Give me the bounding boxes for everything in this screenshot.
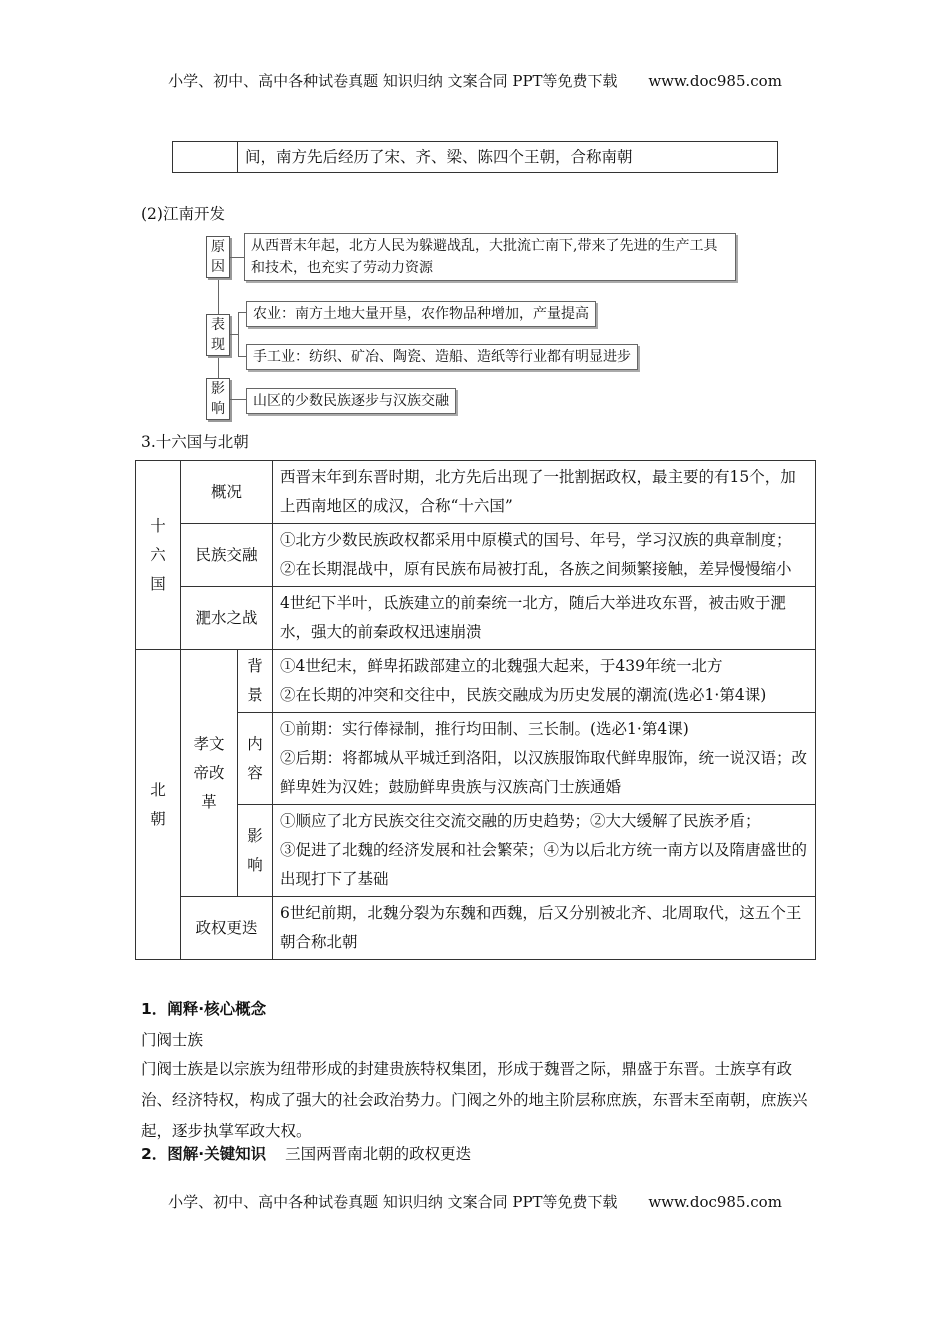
footer-url[interactable]: www.doc985.com — [648, 1193, 782, 1211]
page-header — [0, 70, 950, 91]
reform-impact-text-1: ①顺应了北方民族交往交流交融的历史趋势；②大大缓解了民族矛盾； — [280, 812, 761, 830]
sixteen-kingdoms-label: 十六国 — [136, 461, 181, 650]
concept-paragraph: 门阀士族是以宗族为纽带形成的封建贵族特权集团，形成于魏晋之际，鼎盛于东晋。士族享有政治、经济特权，构成了强大的社会政治势力。门阀之外的地主阶层称庶族，东晋末至南朝，庶族兴起，逐步执掌军政大权。 — [141, 1060, 808, 1140]
content-text-2: ②后期：将都城从平城迁到洛阳，以汉族服饰取代鲜卑服饰，统一说汉语；改鲜卑姓为汉姓；鼓励鲜卑贵族与汉族高门士族通婚 — [280, 749, 808, 796]
xiaowen-reform-label: 孝文帝改革 — [181, 650, 238, 897]
diagram-subtitle: 三国两晋南北朝的政权更迭 — [285, 1145, 472, 1163]
overview-label: 概况 — [181, 461, 273, 524]
header-text: 小学、初中、高中各种试卷真题 知识归纳 文案合同 PPT等免费下载 — [168, 72, 618, 90]
feishui-text: 4世纪下半叶，氐族建立的前秦统一北方，随后大举进攻东晋，被击败于淝水，强大的前秦政权迅速崩溃 — [273, 587, 816, 650]
handicraft-box: 手工业：纺织、矿冶、陶瓷、造船、造纸等行业都有明显进步 — [246, 344, 638, 370]
connector-line — [238, 356, 246, 357]
section3-title: 3.十六国与北朝 — [141, 433, 249, 451]
background-text-1: ①4世纪末，鲜卑拓跋部建立的北魏强大起来，于439年统一北方 — [280, 657, 723, 675]
content-label: 内容 — [238, 713, 273, 805]
connector-line — [218, 352, 219, 380]
perform-label: 表现 — [206, 314, 230, 356]
connector-line — [230, 257, 244, 258]
overview-text: 西晋末年到东晋时期，北方先后出现了一批割据政权，最主要的有15个，加上西南地区的成汉，合称“十六国” — [273, 461, 816, 524]
reason-label: 原因 — [206, 236, 230, 278]
diagram-heading: 2．图解·关键知识 — [141, 1145, 267, 1163]
regime-change-label: 政权更迭 — [181, 897, 273, 960]
background-label: 背景 — [238, 650, 273, 713]
background-text-2: ②在长期的冲突和交往中，民族交融成为历史发展的潮流(选必1·第4课) — [280, 686, 767, 704]
agriculture-box: 农业：南方土地大量开垦，农作物品种增加，产量提高 — [246, 301, 596, 327]
content-text-1: ①前期：实行俸禄制，推行均田制、三长制。(选必1·第4课) — [280, 720, 689, 738]
impact-label: 影响 — [206, 378, 230, 420]
connector-line — [218, 276, 219, 316]
empty-cell — [173, 142, 238, 173]
concept-term: 门阀士族 — [141, 1031, 204, 1049]
continued-table — [172, 141, 778, 173]
connector-line — [238, 312, 239, 356]
header-url[interactable]: www.doc985.com — [648, 72, 782, 90]
footer-text: 小学、初中、高中各种试卷真题 知识归纳 文案合同 PPT等免费下载 — [168, 1193, 618, 1211]
ethnic-fusion-text-1: ①北方少数民族政权都采用中原模式的国号、年号，学习汉族的典章制度； — [280, 531, 792, 549]
sixteen-north-table — [135, 460, 816, 960]
southern-dynasties-cell: 间，南方先后经历了宋、齐、梁、陈四个王朝，合称南朝 — [238, 142, 778, 173]
concept-heading: 1．阐释·核心概念 — [141, 1000, 267, 1018]
diagram-heading-line — [141, 1139, 813, 1170]
jiangnan-title: (2)江南开发 — [141, 205, 225, 223]
connector-line — [230, 334, 238, 335]
connector-line — [238, 312, 246, 313]
reform-impact-label: 影响 — [238, 805, 273, 897]
regime-change-text: 6世纪前期，北魏分裂为东魏和西魏，后又分别被北齐、北周取代，这五个王朝合称北朝 — [273, 897, 816, 960]
reform-impact-text-2: ③促进了北魏的经济发展和社会繁荣；④为以后北方统一南方以及隋唐盛世的出现打下了基础 — [280, 841, 808, 888]
ethnic-fusion-text-2: ②在长期混战中，原有民族布局被打乱，各族之间频繁接触，差异慢慢缩小 — [280, 560, 792, 578]
ethnic-fusion-label: 民族交融 — [181, 524, 273, 587]
page-footer — [0, 1191, 950, 1212]
northern-dynasties-label: 北朝 — [136, 650, 181, 960]
connector-line — [230, 399, 246, 400]
impact-box: 山区的少数民族逐步与汉族交融 — [246, 388, 456, 414]
reason-box: 从西晋末年起，北方人民为躲避战乱，大批流亡南下,带来了先进的生产工具和技术，也充实了劳动力资源 — [244, 233, 736, 281]
feishui-label: 淝水之战 — [181, 587, 273, 650]
